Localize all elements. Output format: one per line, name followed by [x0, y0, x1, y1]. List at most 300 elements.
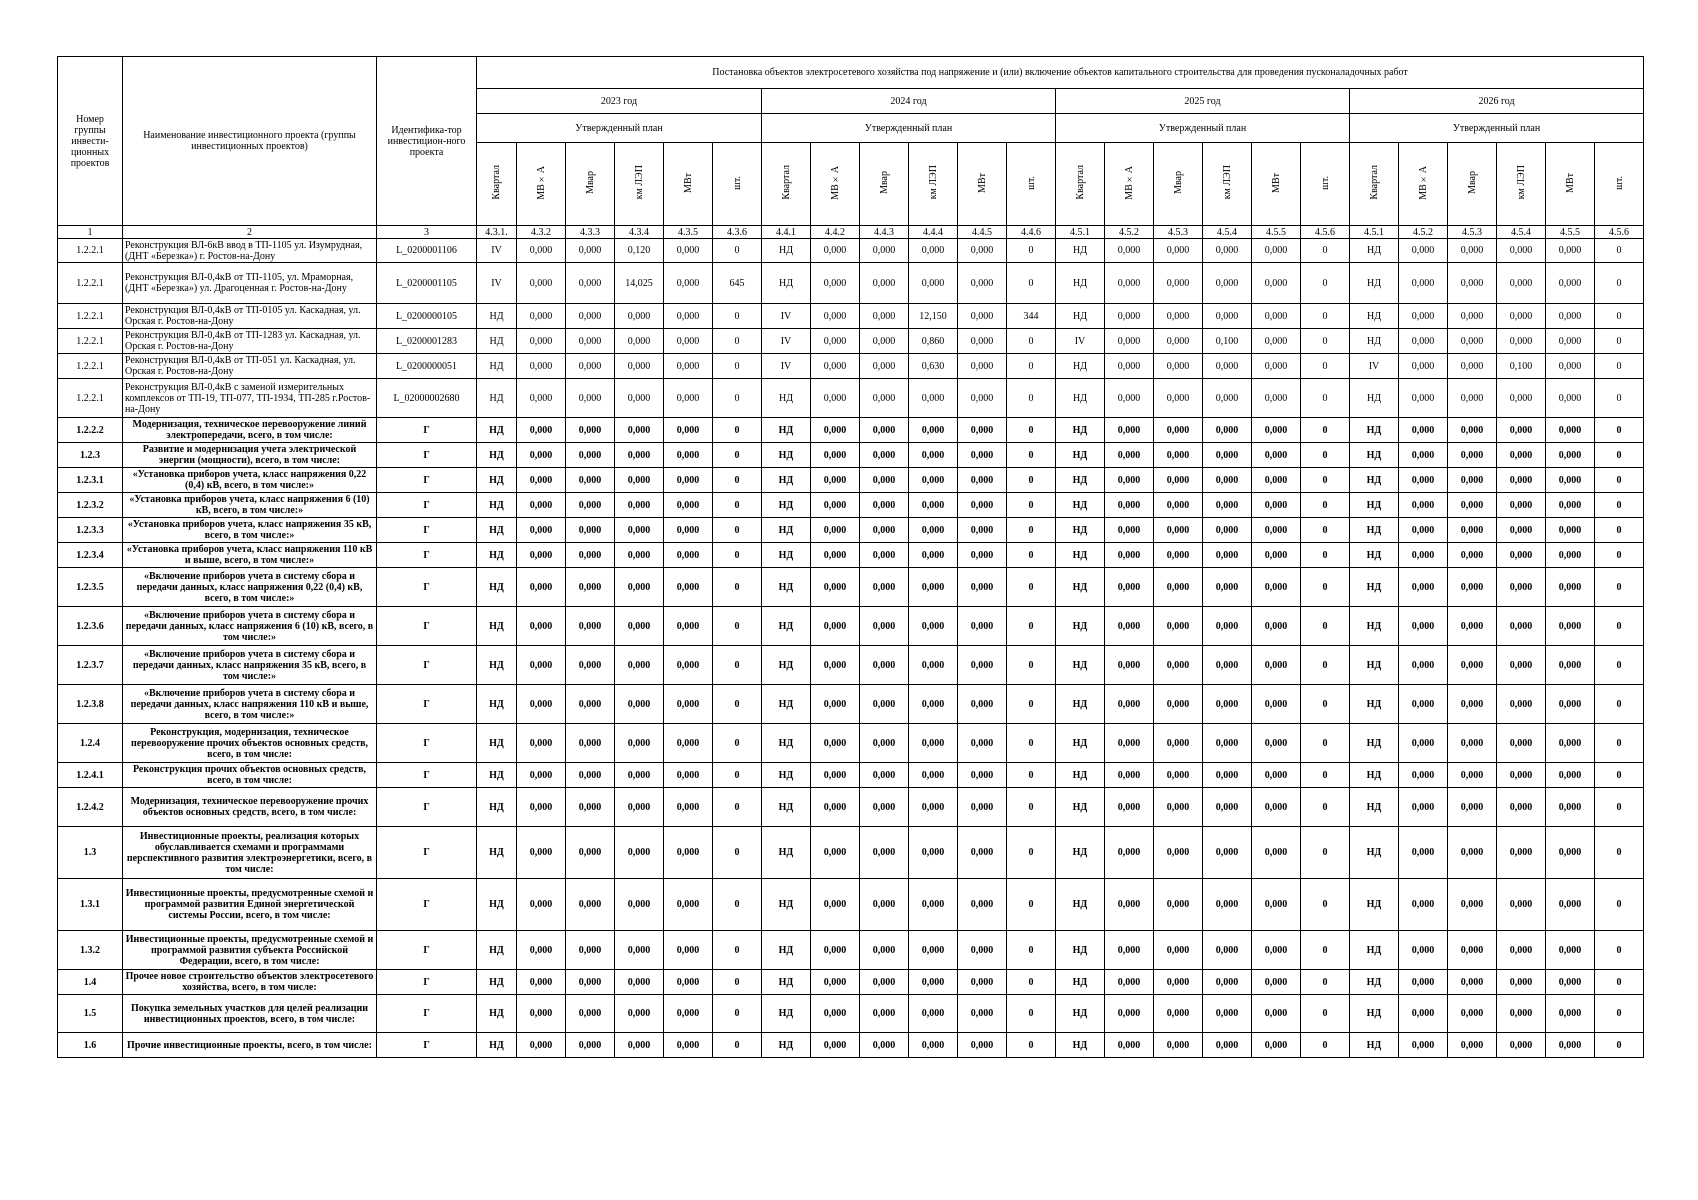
row-value-cell: 0: [1595, 518, 1644, 543]
row-value-cell: НД: [1056, 879, 1105, 931]
row-value-cell: 0: [713, 304, 762, 329]
row-value-cell: 0,000: [1448, 646, 1497, 685]
row-value-cell: 0,000: [1252, 304, 1301, 329]
row-value-cell: 0,000: [1448, 443, 1497, 468]
row-value-cell: 0: [1007, 263, 1056, 304]
row-value-cell: 0,000: [909, 827, 958, 879]
row-value-cell: 0,000: [615, 724, 664, 763]
row-value-cell: 0,000: [1252, 724, 1301, 763]
row-value-cell: 0,000: [1252, 607, 1301, 646]
row-value-cell: 0,000: [566, 879, 615, 931]
row-project-name: Инвестиционные проекты, предусмотренные схемой и программой развития субъекта Российской Федерации, всего, в том числе:: [123, 931, 377, 970]
row-value-cell: НД: [1056, 354, 1105, 379]
row-value-cell: 0,000: [517, 304, 566, 329]
row-value-cell: 0,000: [566, 329, 615, 354]
row-value-cell: 0: [1595, 543, 1644, 568]
row-value-cell: 0,000: [1105, 518, 1154, 543]
row-value-cell: 0,000: [1105, 263, 1154, 304]
row-value-cell: НД: [477, 788, 517, 827]
row-value-cell: 0,000: [958, 646, 1007, 685]
row-value-cell: 0,000: [615, 931, 664, 970]
year-header: 2026 год: [1350, 89, 1644, 114]
unit-header-label: шт.: [1025, 175, 1037, 190]
row-value-cell: 0,000: [1399, 788, 1448, 827]
row-value-cell: НД: [762, 543, 811, 568]
row-value-cell: 0: [1595, 568, 1644, 607]
column-number: 4.5.6: [1301, 226, 1350, 239]
column-number: 4.5.6: [1595, 226, 1644, 239]
row-value-cell: 0: [1301, 931, 1350, 970]
row-value-cell: 0,000: [1399, 354, 1448, 379]
row-identifier: Г: [377, 724, 477, 763]
row-value-cell: 0: [713, 518, 762, 543]
row-group-number: 1.2.3.7: [58, 646, 123, 685]
row-value-cell: 0,000: [1497, 646, 1546, 685]
column-number: 4.4.3: [860, 226, 909, 239]
project-name-header: Наименование инвестиционного проекта (группы инвестиционных проектов): [123, 57, 377, 226]
row-value-cell: 0,000: [1252, 354, 1301, 379]
row-value-cell: 0: [1595, 329, 1644, 354]
row-value-cell: 0,000: [1546, 685, 1595, 724]
row-value-cell: 0,000: [1546, 970, 1595, 995]
row-value-cell: 0,000: [958, 239, 1007, 263]
row-value-cell: НД: [1350, 304, 1399, 329]
unit-header-label: МВт: [1564, 172, 1576, 193]
row-value-cell: 0,000: [1154, 724, 1203, 763]
row-value-cell: 0: [1301, 685, 1350, 724]
column-number: 4.5.2: [1105, 226, 1154, 239]
row-value-cell: 0,000: [1497, 788, 1546, 827]
row-value-cell: 0,000: [811, 543, 860, 568]
row-value-cell: 0,000: [811, 239, 860, 263]
row-value-cell: 0,000: [909, 263, 958, 304]
row-value-cell: НД: [1056, 724, 1105, 763]
row-value-cell: 0,000: [566, 379, 615, 418]
row-group-number: 1.2.2.1: [58, 304, 123, 329]
row-value-cell: НД: [1056, 468, 1105, 493]
row-value-cell: 0: [1007, 1033, 1056, 1058]
unit-header: [1252, 143, 1301, 226]
row-value-cell: НД: [477, 354, 517, 379]
row-value-cell: 0,000: [1203, 607, 1252, 646]
row-value-cell: 0: [1301, 970, 1350, 995]
row-value-cell: 0,000: [958, 354, 1007, 379]
row-value-cell: 0,000: [860, 468, 909, 493]
row-value-cell: 0,000: [1252, 543, 1301, 568]
row-value-cell: 0,000: [1203, 995, 1252, 1033]
row-value-cell: 0,000: [1252, 970, 1301, 995]
row-value-cell: 0,000: [566, 646, 615, 685]
row-value-cell: 0: [1301, 763, 1350, 788]
row-value-cell: 0,000: [664, 788, 713, 827]
row-value-cell: 0: [1301, 239, 1350, 263]
row-group-number: 1.2.2.1: [58, 379, 123, 418]
row-value-cell: НД: [762, 418, 811, 443]
row-value-cell: 0: [1007, 788, 1056, 827]
row-value-cell: 0,000: [958, 685, 1007, 724]
row-value-cell: 0,000: [566, 685, 615, 724]
row-value-cell: 0,000: [958, 931, 1007, 970]
row-value-cell: 0,000: [517, 418, 566, 443]
row-value-cell: 0,000: [958, 788, 1007, 827]
row-value-cell: НД: [1056, 607, 1105, 646]
row-value-cell: 0: [1007, 646, 1056, 685]
row-value-cell: 0,000: [1252, 1033, 1301, 1058]
row-value-cell: 0: [713, 763, 762, 788]
row-value-cell: 0,000: [811, 263, 860, 304]
unit-header-label: шт.: [1319, 175, 1331, 190]
row-value-cell: 0,000: [958, 827, 1007, 879]
row-value-cell: 0: [713, 568, 762, 607]
row-value-cell: 0,000: [1154, 568, 1203, 607]
row-value-cell: НД: [1350, 763, 1399, 788]
row-value-cell: 0,000: [1252, 493, 1301, 518]
row-value-cell: 0,000: [1497, 418, 1546, 443]
unit-header: [1056, 143, 1105, 226]
row-value-cell: IV: [762, 354, 811, 379]
row-project-name: «Установка приборов учета, класс напряжения 0,22 (0,4) кВ, всего, в том числе:»: [123, 468, 377, 493]
row-value-cell: 0: [1301, 468, 1350, 493]
row-project-name: «Включение приборов учета в систему сбора и передачи данных, класс напряжения 35 кВ, всего, в том числе:»: [123, 646, 377, 685]
row-value-cell: 0: [1595, 763, 1644, 788]
row-value-cell: 0: [1007, 970, 1056, 995]
row-value-cell: 0: [1007, 468, 1056, 493]
row-value-cell: 0,000: [1252, 646, 1301, 685]
row-value-cell: 0,000: [664, 763, 713, 788]
row-project-name: Реконструкция ВЛ-0,4кВ от ТП-1283 ул. Каскадная, ул. Орская г. Ростов-на-Дону: [123, 329, 377, 354]
row-value-cell: 0: [1007, 607, 1056, 646]
row-value-cell: 0,000: [1105, 931, 1154, 970]
row-value-cell: 0,000: [517, 543, 566, 568]
row-value-cell: 0,000: [1497, 329, 1546, 354]
row-value-cell: НД: [762, 646, 811, 685]
table-row: [58, 443, 1644, 468]
row-value-cell: 0,000: [1546, 879, 1595, 931]
row-value-cell: НД: [1350, 518, 1399, 543]
row-value-cell: 0,000: [1448, 493, 1497, 518]
row-value-cell: 0,000: [615, 995, 664, 1033]
table-row: [58, 879, 1644, 931]
row-value-cell: 0,000: [1203, 568, 1252, 607]
row-value-cell: 0,000: [1497, 239, 1546, 263]
unit-header: [1301, 143, 1350, 226]
row-value-cell: 0,000: [664, 263, 713, 304]
table-row: [58, 685, 1644, 724]
row-value-cell: 0,000: [1154, 879, 1203, 931]
row-value-cell: 0,000: [1448, 763, 1497, 788]
row-value-cell: 0,000: [1105, 354, 1154, 379]
row-value-cell: 0,000: [1546, 931, 1595, 970]
row-value-cell: 0: [1301, 518, 1350, 543]
row-value-cell: 0,000: [1252, 239, 1301, 263]
row-value-cell: 0: [1301, 568, 1350, 607]
row-value-cell: 0: [1595, 646, 1644, 685]
row-value-cell: 0,000: [1399, 263, 1448, 304]
row-value-cell: 0,000: [566, 607, 615, 646]
row-value-cell: 0,000: [1154, 329, 1203, 354]
row-value-cell: 0,000: [1105, 879, 1154, 931]
row-value-cell: 0,000: [1154, 1033, 1203, 1058]
row-value-cell: 0,000: [860, 1033, 909, 1058]
row-value-cell: 0,000: [1448, 418, 1497, 443]
unit-header-label: Мвар: [584, 171, 596, 194]
row-value-cell: НД: [1056, 685, 1105, 724]
row-value-cell: 0: [1595, 263, 1644, 304]
row-identifier: Г: [377, 568, 477, 607]
unit-header: [958, 143, 1007, 226]
unit-header-label: Квартал: [1368, 165, 1380, 200]
row-value-cell: 0,000: [860, 827, 909, 879]
unit-header: [1399, 143, 1448, 226]
row-value-cell: 0,000: [1497, 1033, 1546, 1058]
row-project-name: Развитие и модернизация учета электрической энергии (мощности), всего, в том числе:: [123, 443, 377, 468]
row-project-name: «Установка приборов учета, класс напряжения 35 кВ, всего, в том числе:»: [123, 518, 377, 543]
row-value-cell: 0,000: [1546, 354, 1595, 379]
column-number: 4.5.1: [1350, 226, 1399, 239]
row-value-cell: 0: [713, 379, 762, 418]
row-group-number: 1.2.3.8: [58, 685, 123, 724]
row-value-cell: 0,000: [1497, 543, 1546, 568]
row-value-cell: 0,000: [958, 568, 1007, 607]
row-value-cell: 0,000: [1203, 879, 1252, 931]
row-identifier: Г: [377, 1033, 477, 1058]
unit-header: [1497, 143, 1546, 226]
row-value-cell: 0: [1595, 827, 1644, 879]
row-group-number: 1.2.4.2: [58, 788, 123, 827]
row-value-cell: НД: [762, 724, 811, 763]
row-value-cell: НД: [1350, 239, 1399, 263]
row-value-cell: 0: [1301, 379, 1350, 418]
row-value-cell: 0,000: [860, 518, 909, 543]
row-value-cell: 0,000: [664, 493, 713, 518]
row-identifier: Г: [377, 646, 477, 685]
row-value-cell: IV: [1350, 354, 1399, 379]
row-value-cell: НД: [1056, 646, 1105, 685]
row-value-cell: 0,000: [958, 995, 1007, 1033]
row-value-cell: НД: [1350, 607, 1399, 646]
unit-header-label: МВт: [682, 172, 694, 193]
row-value-cell: 0,000: [811, 468, 860, 493]
row-value-cell: 0,000: [1203, 646, 1252, 685]
approved-plan-header: Утвержденный план: [1056, 114, 1350, 143]
row-value-cell: НД: [762, 263, 811, 304]
column-number: 2: [123, 226, 377, 239]
row-value-cell: 0,000: [1105, 568, 1154, 607]
row-value-cell: 0,000: [1105, 827, 1154, 879]
row-value-cell: 0: [1301, 263, 1350, 304]
row-value-cell: НД: [1350, 827, 1399, 879]
row-value-cell: 0,000: [1546, 995, 1595, 1033]
row-value-cell: НД: [762, 607, 811, 646]
row-value-cell: 0,000: [1203, 418, 1252, 443]
row-value-cell: 0,000: [1105, 329, 1154, 354]
row-value-cell: НД: [1350, 493, 1399, 518]
row-value-cell: 0,000: [958, 543, 1007, 568]
row-value-cell: 0,000: [1252, 879, 1301, 931]
row-value-cell: НД: [477, 379, 517, 418]
row-value-cell: 0,000: [1154, 263, 1203, 304]
row-group-number: 1.3.1: [58, 879, 123, 931]
row-identifier: L_0200000051: [377, 354, 477, 379]
row-value-cell: 0,000: [909, 518, 958, 543]
row-value-cell: 0,000: [860, 607, 909, 646]
row-value-cell: 0,000: [1154, 354, 1203, 379]
row-value-cell: 0,000: [1448, 543, 1497, 568]
row-value-cell: 0,000: [1546, 543, 1595, 568]
row-value-cell: 0,000: [958, 418, 1007, 443]
row-value-cell: 0,000: [1448, 263, 1497, 304]
row-value-cell: 0,000: [1399, 607, 1448, 646]
row-value-cell: НД: [762, 568, 811, 607]
row-value-cell: 0,000: [1105, 379, 1154, 418]
row-identifier: Г: [377, 443, 477, 468]
row-value-cell: 0: [713, 995, 762, 1033]
row-value-cell: НД: [477, 724, 517, 763]
row-value-cell: 0,000: [1546, 443, 1595, 468]
row-project-name: Реконструкция ВЛ-0,4кВ с заменой измерительных комплексов от ТП-19, ТП-077, ТП-1934, ТП-285 г.Ростов-на-Дону: [123, 379, 377, 418]
row-value-cell: 0,000: [1546, 493, 1595, 518]
row-value-cell: 0,000: [909, 568, 958, 607]
row-value-cell: 0,000: [1448, 879, 1497, 931]
row-project-name: Прочие инвестиционные проекты, всего, в том числе:: [123, 1033, 377, 1058]
row-value-cell: 0,000: [1203, 354, 1252, 379]
row-value-cell: 0,000: [517, 329, 566, 354]
row-value-cell: 0,000: [1546, 646, 1595, 685]
row-value-cell: 0,000: [566, 995, 615, 1033]
row-value-cell: 0,000: [517, 646, 566, 685]
row-value-cell: 0: [1595, 418, 1644, 443]
row-value-cell: 0,000: [1203, 493, 1252, 518]
row-identifier: Г: [377, 931, 477, 970]
row-value-cell: 0: [1007, 239, 1056, 263]
row-value-cell: НД: [1056, 1033, 1105, 1058]
row-value-cell: 0,000: [1105, 646, 1154, 685]
row-value-cell: 0: [1595, 1033, 1644, 1058]
row-group-number: 1.2.2.1: [58, 329, 123, 354]
row-value-cell: НД: [1350, 788, 1399, 827]
row-value-cell: 0,000: [1497, 443, 1546, 468]
row-value-cell: 0,000: [1105, 418, 1154, 443]
row-value-cell: НД: [762, 1033, 811, 1058]
row-value-cell: 0,000: [1399, 827, 1448, 879]
row-value-cell: 0,000: [1252, 568, 1301, 607]
row-value-cell: 0,000: [1448, 468, 1497, 493]
row-value-cell: НД: [1056, 379, 1105, 418]
row-value-cell: 0,000: [1448, 607, 1497, 646]
row-value-cell: 0: [1007, 518, 1056, 543]
row-value-cell: 0,000: [1154, 304, 1203, 329]
table-row: [58, 995, 1644, 1033]
row-value-cell: 0,000: [615, 418, 664, 443]
row-identifier: Г: [377, 468, 477, 493]
row-value-cell: 0,000: [1203, 543, 1252, 568]
row-value-cell: 0,000: [1154, 970, 1203, 995]
row-value-cell: 0,000: [1448, 724, 1497, 763]
approved-plan-header: Утвержденный план: [477, 114, 762, 143]
row-value-cell: 0,000: [566, 263, 615, 304]
row-value-cell: НД: [1350, 379, 1399, 418]
row-value-cell: 0: [713, 493, 762, 518]
unit-header-label: МВ×А: [535, 165, 547, 200]
row-value-cell: 0,000: [811, 827, 860, 879]
row-value-cell: 0,000: [1399, 543, 1448, 568]
row-group-number: 1.2.3.1: [58, 468, 123, 493]
row-value-cell: НД: [477, 568, 517, 607]
row-value-cell: НД: [762, 788, 811, 827]
row-value-cell: 0,000: [1203, 263, 1252, 304]
row-value-cell: 0,000: [566, 443, 615, 468]
row-value-cell: 0: [1007, 329, 1056, 354]
row-value-cell: 0,000: [909, 379, 958, 418]
row-value-cell: IV: [477, 239, 517, 263]
row-value-cell: 0,000: [1497, 995, 1546, 1033]
row-value-cell: 0,000: [1105, 607, 1154, 646]
row-value-cell: 0: [1301, 995, 1350, 1033]
row-value-cell: 0,000: [909, 970, 958, 995]
row-value-cell: 0,000: [566, 239, 615, 263]
row-value-cell: 0,000: [1105, 1033, 1154, 1058]
row-value-cell: 0,000: [909, 468, 958, 493]
row-value-cell: 0,000: [1399, 443, 1448, 468]
row-value-cell: 0,000: [860, 354, 909, 379]
column-number: 4.5.2: [1399, 226, 1448, 239]
row-value-cell: 0,000: [517, 568, 566, 607]
row-value-cell: 0,000: [958, 724, 1007, 763]
row-value-cell: 0,000: [1154, 518, 1203, 543]
row-value-cell: НД: [477, 931, 517, 970]
row-value-cell: 0,000: [958, 607, 1007, 646]
row-identifier: Г: [377, 970, 477, 995]
row-value-cell: 0: [1007, 995, 1056, 1033]
row-value-cell: 0: [1595, 995, 1644, 1033]
row-value-cell: 0,000: [1203, 239, 1252, 263]
approved-plan-header: Утвержденный план: [1350, 114, 1644, 143]
row-value-cell: 0,000: [615, 1033, 664, 1058]
row-group-number: 1.2.3.5: [58, 568, 123, 607]
row-value-cell: 0,000: [1399, 685, 1448, 724]
unit-header: [713, 143, 762, 226]
table-row: [58, 568, 1644, 607]
row-value-cell: НД: [1056, 493, 1105, 518]
row-value-cell: 0,000: [958, 518, 1007, 543]
row-value-cell: НД: [1056, 263, 1105, 304]
row-value-cell: 0,000: [1203, 379, 1252, 418]
unit-header-label: км ЛЭП: [1221, 165, 1233, 200]
row-value-cell: 0,000: [811, 685, 860, 724]
row-value-cell: 0,000: [1546, 1033, 1595, 1058]
row-value-cell: 0,000: [1154, 443, 1203, 468]
row-value-cell: 0,000: [1546, 763, 1595, 788]
row-identifier: Г: [377, 788, 477, 827]
row-value-cell: 0,000: [1399, 329, 1448, 354]
row-value-cell: 0,000: [517, 239, 566, 263]
row-value-cell: 0,000: [811, 518, 860, 543]
row-value-cell: 0,000: [1399, 1033, 1448, 1058]
row-project-name: Инвестиционные проекты, реализация которых обуславливается схемами и программами перспективного развития электроэнергетики, всего, в том числе:: [123, 827, 377, 879]
unit-header: [1595, 143, 1644, 226]
row-value-cell: 0: [1301, 879, 1350, 931]
row-value-cell: 0: [713, 543, 762, 568]
row-value-cell: 0: [1595, 239, 1644, 263]
row-value-cell: 0,000: [1252, 827, 1301, 879]
row-value-cell: 0,000: [811, 931, 860, 970]
row-value-cell: НД: [762, 443, 811, 468]
row-value-cell: 0,000: [811, 970, 860, 995]
row-value-cell: 0,000: [909, 543, 958, 568]
table-row: [58, 827, 1644, 879]
row-value-cell: НД: [477, 518, 517, 543]
row-value-cell: 0,000: [1203, 304, 1252, 329]
